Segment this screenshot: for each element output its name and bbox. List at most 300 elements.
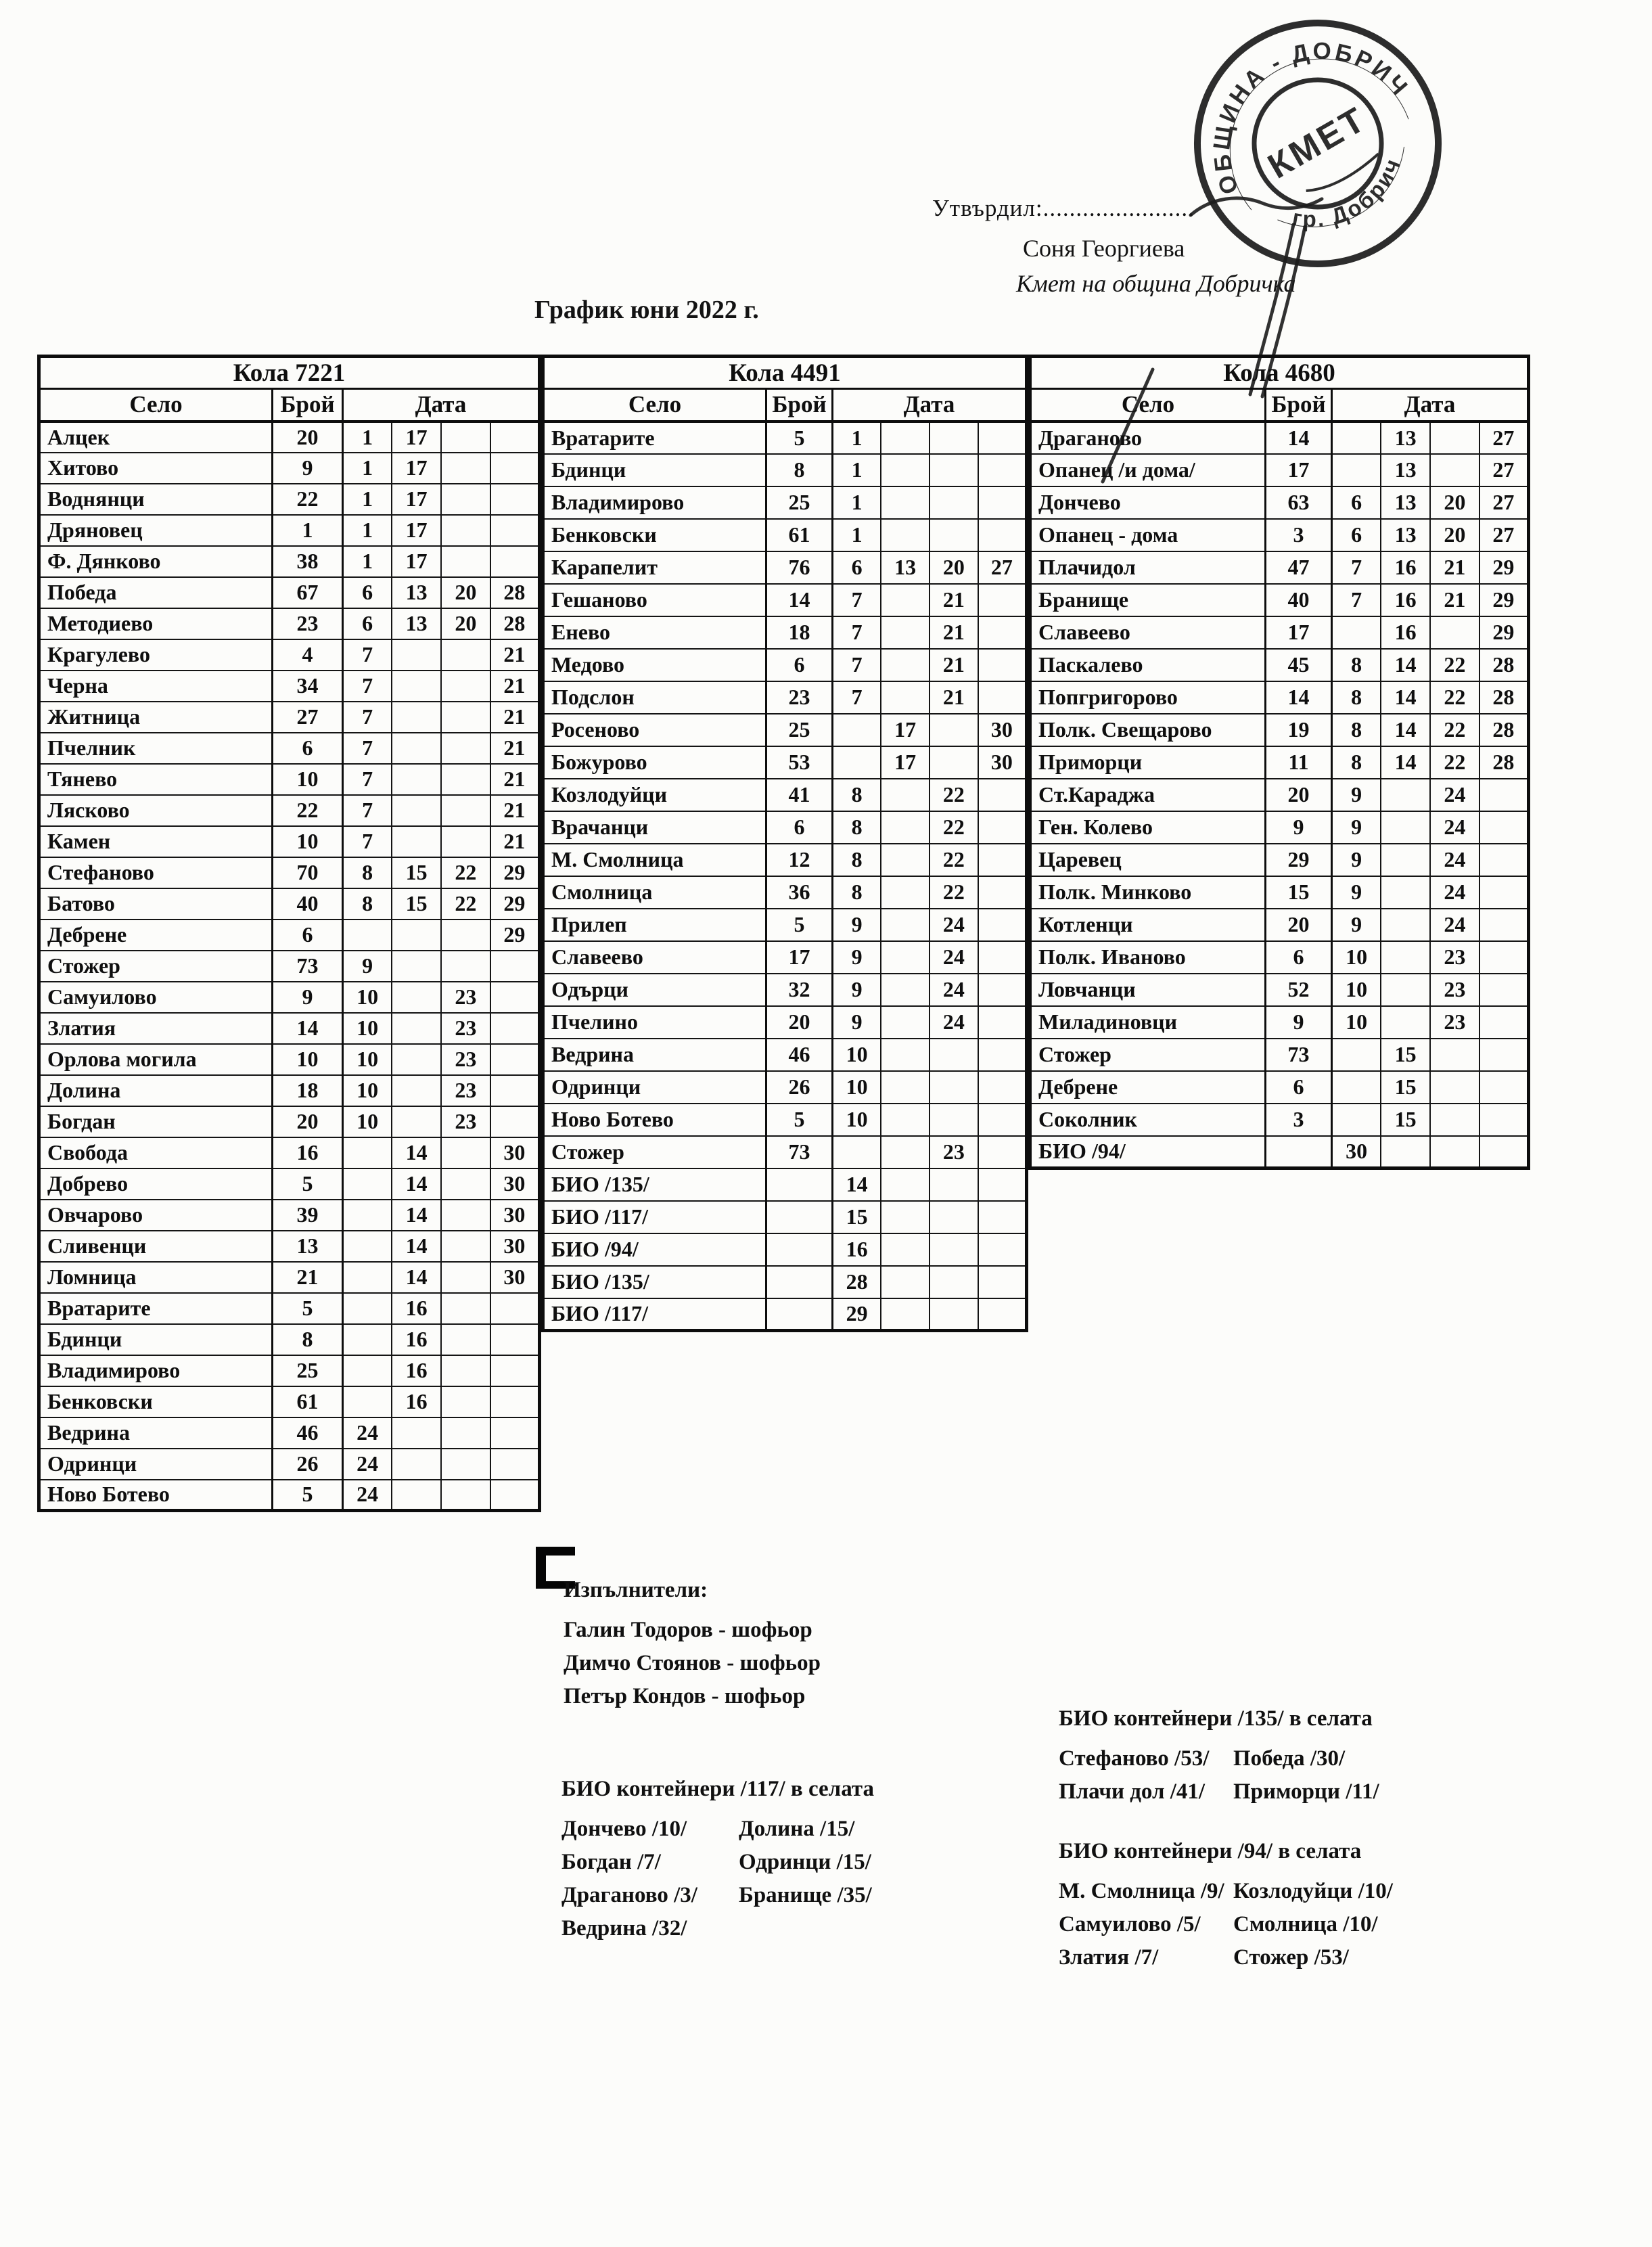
village-cell: Владимирово (39, 1355, 273, 1386)
count-cell: 1 (273, 515, 343, 546)
date-cell: 9 (833, 909, 881, 941)
table-row (39, 422, 540, 453)
date-cell: 21 (490, 639, 540, 671)
village-cell: Алцек (39, 422, 273, 453)
date-cell: 10 (833, 1039, 881, 1071)
count-cell: 29 (1266, 844, 1332, 876)
date-cell: 15 (1381, 1039, 1430, 1071)
count-cell: 10 (273, 826, 343, 857)
date-cell: 23 (930, 1136, 978, 1168)
table-row (543, 486, 1027, 519)
village-cell: Камен (39, 826, 273, 857)
date-cell (978, 1104, 1027, 1136)
table-row (1030, 1006, 1529, 1039)
count-cell: 26 (273, 1449, 343, 1480)
date-cell (881, 941, 930, 974)
table-row (543, 1266, 1027, 1298)
date-cell (490, 1106, 540, 1137)
date-cell (490, 1355, 540, 1386)
village-cell: Ведрина (543, 1039, 766, 1071)
date-cell (392, 1417, 441, 1449)
village-cell: Владимирово (543, 486, 766, 519)
date-cell (490, 1044, 540, 1075)
table-row (543, 1039, 1027, 1071)
date-cell: 30 (1332, 1136, 1381, 1168)
date-cell (1332, 1104, 1381, 1136)
bio-94-heading: БИО контейнери /94/ в селата (1059, 1839, 1362, 1863)
village-cell: Богдан (39, 1106, 273, 1137)
count-cell: 23 (766, 681, 833, 714)
date-cell (392, 764, 441, 795)
bio-94-left-list (1059, 1875, 1233, 1974)
date-cell: 23 (441, 1013, 490, 1044)
date-cell: 15 (392, 857, 441, 888)
table-row (1030, 714, 1529, 746)
list-item: Димчо Стоянов - шофьор (564, 1651, 821, 1675)
date-cell (881, 844, 930, 876)
date-cell (392, 1044, 441, 1075)
date-cell (978, 584, 1027, 616)
date-cell: 10 (343, 1106, 392, 1137)
date-cell: 28 (833, 1266, 881, 1298)
table-row (39, 1137, 540, 1168)
date-cell (441, 764, 490, 795)
date-cell (1381, 941, 1430, 974)
col-header-date: Дата (1332, 389, 1529, 422)
date-cell (441, 546, 490, 577)
village-cell: Дебрене (1030, 1071, 1266, 1104)
date-cell: 21 (1430, 551, 1479, 584)
date-cell (881, 454, 930, 486)
count-cell: 8 (273, 1324, 343, 1355)
date-cell: 13 (1381, 454, 1430, 486)
village-cell: Ново Ботево (543, 1104, 766, 1136)
table-row (39, 888, 540, 920)
village-cell: Вратарите (39, 1293, 273, 1324)
date-cell: 24 (930, 974, 978, 1006)
bio-135-left-list (1059, 1742, 1233, 1809)
village-cell: Долина (39, 1075, 273, 1106)
table-row (39, 484, 540, 515)
table-row (39, 1106, 540, 1137)
village-cell: М. Смолница (543, 844, 766, 876)
count-cell: 5 (273, 1168, 343, 1200)
count-cell: 17 (1266, 616, 1332, 649)
date-cell: 1 (833, 422, 881, 454)
village-cell: Методиево (39, 608, 273, 639)
date-cell: 8 (1332, 681, 1381, 714)
date-cell: 8 (833, 876, 881, 909)
col-header-count: Брой (1266, 389, 1332, 422)
date-cell: 29 (1479, 551, 1529, 584)
table-body (1030, 422, 1529, 1168)
table-row (543, 779, 1027, 811)
date-cell: 24 (930, 909, 978, 941)
count-cell: 41 (766, 779, 833, 811)
count-cell: 25 (273, 1355, 343, 1386)
date-cell: 16 (392, 1355, 441, 1386)
village-cell: Козлодуйци (543, 779, 766, 811)
village-cell: Гешаново (543, 584, 766, 616)
village-cell: Победа (39, 577, 273, 608)
date-cell (930, 1039, 978, 1071)
village-cell: Драганово (1030, 422, 1266, 454)
count-cell: 22 (273, 484, 343, 515)
count-cell: 6 (766, 649, 833, 681)
date-cell: 8 (1332, 746, 1381, 779)
date-cell (978, 909, 1027, 941)
count-cell: 40 (1266, 584, 1332, 616)
count-cell: 8 (766, 454, 833, 486)
table-row (543, 422, 1027, 454)
date-cell: 24 (1430, 876, 1479, 909)
table-body (543, 422, 1027, 1331)
date-cell (490, 1386, 540, 1417)
page-title: График юни 2022 г. (534, 296, 759, 324)
date-cell (930, 1201, 978, 1233)
table-row (543, 974, 1027, 1006)
date-cell (490, 546, 540, 577)
count-cell: 6 (766, 811, 833, 844)
date-cell (490, 1449, 540, 1480)
date-cell (441, 826, 490, 857)
count-cell (766, 1168, 833, 1201)
date-cell (1332, 1039, 1381, 1071)
table-row (39, 826, 540, 857)
date-cell (441, 639, 490, 671)
village-cell: Котленци (1030, 909, 1266, 941)
date-cell: 22 (441, 888, 490, 920)
date-cell: 30 (490, 1168, 540, 1200)
count-cell: 20 (766, 1006, 833, 1039)
village-cell: Дончево (1030, 486, 1266, 519)
date-cell (490, 1013, 540, 1044)
village-cell: Ст.Караджа (1030, 779, 1266, 811)
village-cell: Стожер (1030, 1039, 1266, 1071)
date-cell: 16 (392, 1293, 441, 1324)
date-cell (392, 733, 441, 764)
executors-heading: Изпълнители: (564, 1578, 708, 1602)
date-cell: 8 (1332, 649, 1381, 681)
village-cell: Тянево (39, 764, 273, 795)
village-cell: Полк. Свещарово (1030, 714, 1266, 746)
date-cell: 20 (441, 608, 490, 639)
date-cell (881, 649, 930, 681)
date-cell: 10 (833, 1071, 881, 1104)
date-cell: 9 (1332, 779, 1381, 811)
date-cell: 14 (833, 1168, 881, 1201)
date-cell: 10 (343, 1075, 392, 1106)
bio-94-right-list (1233, 1875, 1393, 1974)
date-cell (1381, 974, 1430, 1006)
table-row (543, 1233, 1027, 1266)
table-row (39, 1324, 540, 1355)
date-cell (1332, 454, 1381, 486)
table-row (1030, 1136, 1529, 1168)
date-cell (978, 486, 1027, 519)
village-cell: Стожер (543, 1136, 766, 1168)
date-cell: 30 (490, 1200, 540, 1231)
date-cell (441, 1355, 490, 1386)
date-cell (1479, 844, 1529, 876)
date-cell (833, 714, 881, 746)
date-cell (881, 1298, 930, 1331)
date-cell (930, 519, 978, 551)
count-cell: 5 (273, 1293, 343, 1324)
date-cell (978, 779, 1027, 811)
date-cell (1479, 876, 1529, 909)
date-cell (978, 1266, 1027, 1298)
date-cell (441, 1168, 490, 1200)
date-cell (1479, 811, 1529, 844)
table-row (39, 1355, 540, 1386)
count-cell: 14 (1266, 422, 1332, 454)
date-cell (392, 1449, 441, 1480)
date-cell (490, 1293, 540, 1324)
date-cell: 30 (490, 1231, 540, 1262)
date-cell (441, 1231, 490, 1262)
date-cell (441, 795, 490, 826)
date-cell: 21 (1430, 584, 1479, 616)
date-cell: 27 (1479, 486, 1529, 519)
date-cell: 1 (833, 486, 881, 519)
date-cell: 8 (833, 844, 881, 876)
date-cell: 9 (833, 974, 881, 1006)
table-row (39, 1262, 540, 1293)
col-header-village: Село (39, 389, 273, 422)
date-cell: 7 (1332, 551, 1381, 584)
table-row (39, 1231, 540, 1262)
count-cell (766, 1233, 833, 1266)
date-cell (930, 1298, 978, 1331)
date-cell: 27 (1479, 519, 1529, 551)
village-cell: Ловчанци (1030, 974, 1266, 1006)
table-title: Кола 4491 (543, 357, 1027, 389)
table-row (39, 515, 540, 546)
date-cell (441, 484, 490, 515)
village-cell: Батово (39, 888, 273, 920)
date-cell: 16 (1381, 616, 1430, 649)
village-cell: Житница (39, 702, 273, 733)
date-cell: 30 (978, 714, 1027, 746)
stamp-ring-text-bottom: гр. Добрич (1290, 154, 1406, 232)
date-cell (1430, 454, 1479, 486)
date-cell (490, 1075, 540, 1106)
date-cell: 29 (490, 857, 540, 888)
village-cell: Овчарово (39, 1200, 273, 1231)
approver-name: Соня Георгиева (1023, 235, 1185, 262)
col-header-date: Дата (343, 389, 540, 422)
count-cell: 16 (273, 1137, 343, 1168)
date-cell: 30 (490, 1137, 540, 1168)
date-cell: 16 (833, 1233, 881, 1266)
date-cell (930, 714, 978, 746)
table-row (39, 1449, 540, 1480)
village-cell: Свобода (39, 1137, 273, 1168)
count-cell: 25 (766, 714, 833, 746)
table-row (543, 844, 1027, 876)
date-cell (1430, 1039, 1479, 1071)
date-cell (490, 1417, 540, 1449)
table-title: Кола 7221 (39, 357, 540, 389)
date-cell (343, 1168, 392, 1200)
date-cell: 1 (833, 519, 881, 551)
date-cell: 20 (1430, 486, 1479, 519)
date-cell: 24 (343, 1449, 392, 1480)
count-cell: 19 (1266, 714, 1332, 746)
village-cell: Божурово (543, 746, 766, 779)
count-cell: 52 (1266, 974, 1332, 1006)
list-item: Петър Кондов - шофьор (564, 1684, 806, 1708)
date-cell: 6 (1332, 519, 1381, 551)
executors-list (564, 1614, 821, 1713)
date-cell (978, 1136, 1027, 1168)
date-cell (978, 1201, 1027, 1233)
date-cell: 10 (1332, 1006, 1381, 1039)
date-cell (392, 795, 441, 826)
date-cell (881, 519, 930, 551)
date-cell: 24 (1430, 779, 1479, 811)
table-row (39, 982, 540, 1013)
col-header-village: Село (543, 389, 766, 422)
date-cell (490, 1480, 540, 1511)
table-row (1030, 551, 1529, 584)
date-cell (441, 422, 490, 453)
date-cell (978, 519, 1027, 551)
table-row (543, 1104, 1027, 1136)
village-cell: Ново Ботево (39, 1480, 273, 1511)
date-cell: 24 (1430, 909, 1479, 941)
date-cell: 13 (392, 608, 441, 639)
date-cell (881, 584, 930, 616)
date-cell (441, 671, 490, 702)
table-row (39, 702, 540, 733)
date-cell (441, 1293, 490, 1324)
table-title: Кола 4680 (1030, 357, 1529, 389)
village-cell: Паскалево (1030, 649, 1266, 681)
count-cell: 14 (273, 1013, 343, 1044)
date-cell: 22 (441, 857, 490, 888)
date-cell (490, 453, 540, 484)
date-cell (1430, 422, 1479, 454)
date-cell (1381, 876, 1430, 909)
date-cell: 28 (1479, 681, 1529, 714)
date-cell: 6 (343, 577, 392, 608)
date-cell: 1 (343, 546, 392, 577)
bio-117-right-list (739, 1813, 872, 1912)
date-cell (392, 1075, 441, 1106)
date-cell (392, 951, 441, 982)
village-cell: Воднянци (39, 484, 273, 515)
col-header-count: Брой (273, 389, 343, 422)
date-cell: 21 (490, 671, 540, 702)
village-cell: Стефаново (39, 857, 273, 888)
count-cell: 3 (1266, 1104, 1332, 1136)
village-cell: Пчелино (543, 1006, 766, 1039)
village-cell: Медово (543, 649, 766, 681)
village-cell: Дряновец (39, 515, 273, 546)
table-row (1030, 1104, 1529, 1136)
village-cell: Бенковски (543, 519, 766, 551)
count-cell: 32 (766, 974, 833, 1006)
date-cell (343, 1137, 392, 1168)
date-cell: 9 (833, 941, 881, 974)
count-cell: 10 (273, 1044, 343, 1075)
date-cell (978, 1168, 1027, 1201)
date-cell: 7 (833, 649, 881, 681)
date-cell: 7 (343, 702, 392, 733)
count-cell: 27 (273, 702, 343, 733)
list-item: Ведрина /32/ (561, 1916, 687, 1940)
table-row (39, 639, 540, 671)
date-cell: 28 (1479, 746, 1529, 779)
list-item: Бранище /35/ (739, 1883, 872, 1907)
date-cell: 9 (1332, 811, 1381, 844)
date-cell: 14 (392, 1200, 441, 1231)
table-row (1030, 876, 1529, 909)
count-cell: 20 (1266, 779, 1332, 811)
col-header-date: Дата (833, 389, 1027, 422)
date-cell: 6 (833, 551, 881, 584)
table-row (1030, 779, 1529, 811)
table-body (39, 422, 540, 1511)
count-cell: 61 (273, 1386, 343, 1417)
date-cell (881, 1136, 930, 1168)
list-item: Галин Тодоров - шофьор (564, 1618, 812, 1642)
date-cell: 28 (490, 577, 540, 608)
date-cell: 30 (490, 1262, 540, 1293)
table-row (1030, 909, 1529, 941)
date-cell: 21 (490, 764, 540, 795)
list-item: Драганово /3/ (561, 1883, 697, 1907)
date-cell (1381, 811, 1430, 844)
date-cell: 27 (978, 551, 1027, 584)
list-item: Богдан /7/ (561, 1850, 661, 1874)
date-cell (1430, 1104, 1479, 1136)
date-cell (490, 422, 540, 453)
date-cell: 29 (490, 920, 540, 951)
count-cell: 46 (766, 1039, 833, 1071)
date-cell: 22 (930, 876, 978, 909)
date-cell (1381, 844, 1430, 876)
count-cell: 20 (273, 1106, 343, 1137)
date-cell (1381, 779, 1430, 811)
date-cell: 13 (392, 577, 441, 608)
count-cell: 18 (766, 616, 833, 649)
village-cell: Вратарите (543, 422, 766, 454)
bio-135-right-list (1233, 1742, 1379, 1809)
date-cell (1381, 1006, 1430, 1039)
date-cell (881, 616, 930, 649)
date-cell (490, 982, 540, 1013)
date-cell: 6 (1332, 486, 1381, 519)
table-row (543, 551, 1027, 584)
date-cell (441, 733, 490, 764)
date-cell (978, 1233, 1027, 1266)
date-cell (881, 1201, 930, 1233)
village-cell: Смолница (543, 876, 766, 909)
list-item: Дончево /10/ (561, 1817, 687, 1841)
count-cell: 40 (273, 888, 343, 920)
date-cell: 1 (343, 422, 392, 453)
date-cell: 14 (1381, 746, 1430, 779)
table-row (39, 920, 540, 951)
village-cell: Приморци (1030, 746, 1266, 779)
date-cell (930, 1233, 978, 1266)
count-cell: 5 (766, 909, 833, 941)
date-cell (930, 746, 978, 779)
table-kola-4491 (541, 355, 1028, 1332)
